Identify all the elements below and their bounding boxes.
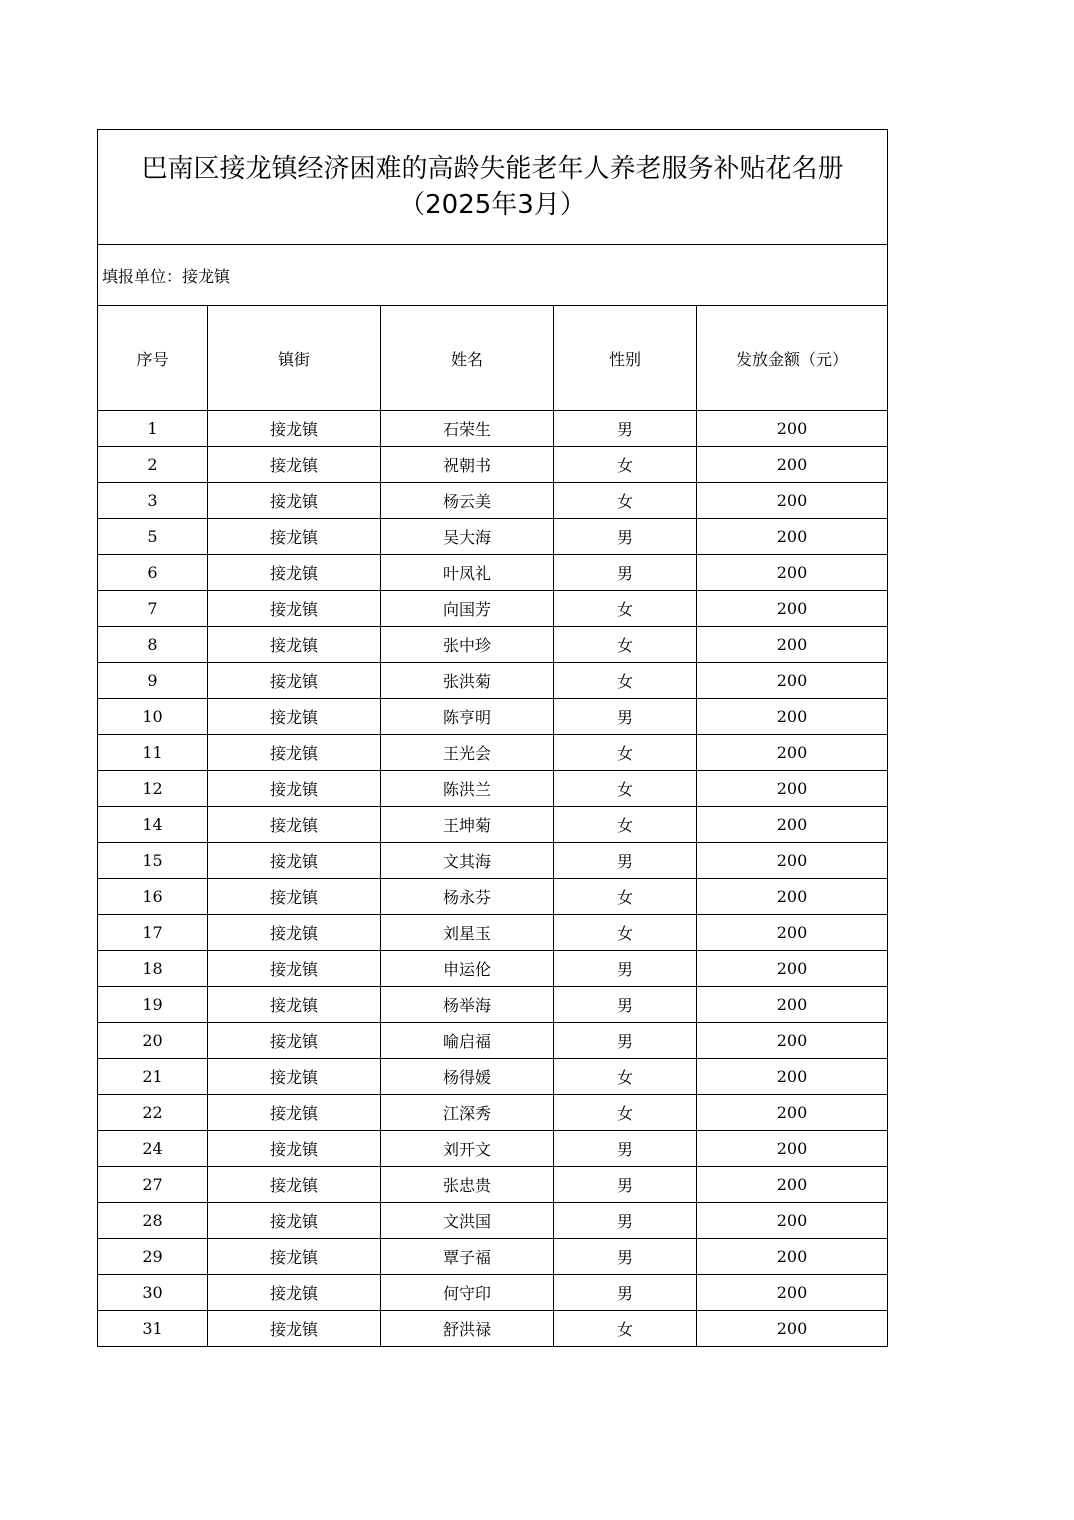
cell-amount: 200 (697, 483, 888, 519)
cell-serial-number: 28 (98, 1203, 208, 1239)
cell-town-street: 接龙镇 (208, 915, 381, 951)
fill-unit-row (98, 245, 888, 306)
table-row (98, 771, 888, 807)
cell-amount: 200 (697, 735, 888, 771)
document-title: 巴南区接龙镇经济困难的高龄失能老年人养老服务补贴花名册（2025年3月） (98, 130, 888, 245)
cell-name: 张中珍 (381, 627, 554, 663)
cell-gender: 女 (554, 483, 697, 519)
cell-serial-number: 31 (98, 1311, 208, 1347)
cell-name: 舒洪禄 (381, 1311, 554, 1347)
cell-serial-number: 10 (98, 699, 208, 735)
table-row (98, 843, 888, 879)
cell-name: 陈亨明 (381, 699, 554, 735)
cell-serial-number: 22 (98, 1095, 208, 1131)
cell-serial-number: 14 (98, 807, 208, 843)
cell-town-street: 接龙镇 (208, 843, 381, 879)
cell-amount: 200 (697, 1059, 888, 1095)
cell-town-street: 接龙镇 (208, 1311, 381, 1347)
cell-serial-number: 3 (98, 483, 208, 519)
table-row (98, 1131, 888, 1167)
cell-name: 何守印 (381, 1275, 554, 1311)
header-amount: 发放金额（元） (697, 306, 888, 411)
cell-amount: 200 (697, 807, 888, 843)
table-row (98, 735, 888, 771)
header-row (98, 306, 888, 411)
cell-serial-number: 15 (98, 843, 208, 879)
table-row (98, 951, 888, 987)
cell-gender: 女 (554, 915, 697, 951)
cell-name: 杨举海 (381, 987, 554, 1023)
cell-name: 王光会 (381, 735, 554, 771)
cell-town-street: 接龙镇 (208, 879, 381, 915)
cell-name: 王坤菊 (381, 807, 554, 843)
cell-amount: 200 (697, 915, 888, 951)
cell-gender: 男 (554, 519, 697, 555)
cell-gender: 女 (554, 1095, 697, 1131)
cell-gender: 女 (554, 879, 697, 915)
cell-name: 杨永芬 (381, 879, 554, 915)
cell-amount: 200 (697, 1239, 888, 1275)
cell-town-street: 接龙镇 (208, 447, 381, 483)
cell-gender: 男 (554, 1023, 697, 1059)
table-row (98, 555, 888, 591)
table-row (98, 663, 888, 699)
cell-serial-number: 17 (98, 915, 208, 951)
cell-name: 张忠贵 (381, 1167, 554, 1203)
cell-gender: 女 (554, 735, 697, 771)
cell-gender: 男 (554, 1275, 697, 1311)
table-row (98, 699, 888, 735)
cell-town-street: 接龙镇 (208, 735, 381, 771)
cell-amount: 200 (697, 663, 888, 699)
cell-serial-number: 18 (98, 951, 208, 987)
cell-town-street: 接龙镇 (208, 987, 381, 1023)
cell-serial-number: 2 (98, 447, 208, 483)
cell-serial-number: 11 (98, 735, 208, 771)
table-row (98, 1023, 888, 1059)
cell-gender: 女 (554, 807, 697, 843)
cell-town-street: 接龙镇 (208, 591, 381, 627)
cell-serial-number: 5 (98, 519, 208, 555)
cell-gender: 男 (554, 843, 697, 879)
table-row (98, 591, 888, 627)
cell-name: 石荣生 (381, 411, 554, 447)
cell-town-street: 接龙镇 (208, 555, 381, 591)
cell-amount: 200 (697, 1167, 888, 1203)
cell-name: 申运伦 (381, 951, 554, 987)
subsidy-roster-table (97, 129, 888, 1347)
cell-town-street: 接龙镇 (208, 519, 381, 555)
cell-amount: 200 (697, 879, 888, 915)
table-row (98, 1311, 888, 1347)
cell-name: 文其海 (381, 843, 554, 879)
cell-serial-number: 20 (98, 1023, 208, 1059)
cell-name: 文洪国 (381, 1203, 554, 1239)
cell-town-street: 接龙镇 (208, 1131, 381, 1167)
cell-serial-number: 9 (98, 663, 208, 699)
cell-amount: 200 (697, 447, 888, 483)
header-name: 姓名 (381, 306, 554, 411)
cell-name: 叶凤礼 (381, 555, 554, 591)
cell-amount: 200 (697, 843, 888, 879)
cell-amount: 200 (697, 1311, 888, 1347)
cell-gender: 男 (554, 1239, 697, 1275)
cell-town-street: 接龙镇 (208, 771, 381, 807)
cell-amount: 200 (697, 771, 888, 807)
cell-name: 刘开文 (381, 1131, 554, 1167)
cell-serial-number: 8 (98, 627, 208, 663)
cell-gender: 男 (554, 411, 697, 447)
fill-unit-label: 填报单位：接龙镇 (98, 245, 888, 306)
cell-amount: 200 (697, 1023, 888, 1059)
cell-amount: 200 (697, 1275, 888, 1311)
cell-name: 吴大海 (381, 519, 554, 555)
table-row (98, 1059, 888, 1095)
cell-serial-number: 12 (98, 771, 208, 807)
cell-amount: 200 (697, 951, 888, 987)
cell-serial-number: 27 (98, 1167, 208, 1203)
cell-gender: 男 (554, 1167, 697, 1203)
header-town-street: 镇街 (208, 306, 381, 411)
cell-serial-number: 24 (98, 1131, 208, 1167)
cell-name: 向国芳 (381, 591, 554, 627)
header-gender: 性别 (554, 306, 697, 411)
cell-gender: 女 (554, 591, 697, 627)
cell-town-street: 接龙镇 (208, 1059, 381, 1095)
cell-town-street: 接龙镇 (208, 1239, 381, 1275)
cell-town-street: 接龙镇 (208, 1095, 381, 1131)
cell-town-street: 接龙镇 (208, 663, 381, 699)
cell-town-street: 接龙镇 (208, 1203, 381, 1239)
table-body (98, 130, 888, 1347)
cell-town-street: 接龙镇 (208, 1167, 381, 1203)
table-row (98, 1095, 888, 1131)
cell-town-street: 接龙镇 (208, 699, 381, 735)
cell-amount: 200 (697, 627, 888, 663)
cell-name: 陈洪兰 (381, 771, 554, 807)
cell-serial-number: 6 (98, 555, 208, 591)
cell-gender: 男 (554, 1131, 697, 1167)
cell-serial-number: 16 (98, 879, 208, 915)
table-row (98, 483, 888, 519)
cell-name: 覃子福 (381, 1239, 554, 1275)
cell-serial-number: 29 (98, 1239, 208, 1275)
table-row (98, 807, 888, 843)
cell-town-street: 接龙镇 (208, 411, 381, 447)
cell-town-street: 接龙镇 (208, 951, 381, 987)
table-row (98, 987, 888, 1023)
cell-gender: 女 (554, 663, 697, 699)
cell-serial-number: 19 (98, 987, 208, 1023)
cell-gender: 男 (554, 555, 697, 591)
table-row (98, 915, 888, 951)
cell-serial-number: 21 (98, 1059, 208, 1095)
cell-gender: 男 (554, 951, 697, 987)
table-row (98, 519, 888, 555)
cell-amount: 200 (697, 411, 888, 447)
cell-amount: 200 (697, 519, 888, 555)
table-row (98, 1203, 888, 1239)
cell-town-street: 接龙镇 (208, 807, 381, 843)
cell-gender: 女 (554, 627, 697, 663)
cell-gender: 男 (554, 987, 697, 1023)
cell-amount: 200 (697, 987, 888, 1023)
cell-amount: 200 (697, 555, 888, 591)
table-row (98, 1167, 888, 1203)
table-row (98, 627, 888, 663)
cell-serial-number: 7 (98, 591, 208, 627)
cell-gender: 女 (554, 771, 697, 807)
table-row (98, 879, 888, 915)
cell-gender: 女 (554, 447, 697, 483)
cell-town-street: 接龙镇 (208, 627, 381, 663)
cell-name: 江深秀 (381, 1095, 554, 1131)
cell-town-street: 接龙镇 (208, 1023, 381, 1059)
cell-gender: 男 (554, 699, 697, 735)
cell-gender: 女 (554, 1311, 697, 1347)
cell-serial-number: 30 (98, 1275, 208, 1311)
cell-town-street: 接龙镇 (208, 483, 381, 519)
cell-amount: 200 (697, 699, 888, 735)
table-row (98, 1239, 888, 1275)
cell-name: 喻启福 (381, 1023, 554, 1059)
cell-name: 杨得媛 (381, 1059, 554, 1095)
table-row (98, 411, 888, 447)
cell-name: 张洪菊 (381, 663, 554, 699)
cell-town-street: 接龙镇 (208, 1275, 381, 1311)
cell-serial-number: 1 (98, 411, 208, 447)
cell-gender: 男 (554, 1203, 697, 1239)
cell-amount: 200 (697, 1095, 888, 1131)
table-row (98, 1275, 888, 1311)
title-row (98, 130, 888, 245)
header-serial-number: 序号 (98, 306, 208, 411)
cell-amount: 200 (697, 1131, 888, 1167)
table-row (98, 447, 888, 483)
cell-amount: 200 (697, 1203, 888, 1239)
cell-gender: 女 (554, 1059, 697, 1095)
cell-name: 祝朝书 (381, 447, 554, 483)
cell-amount: 200 (697, 591, 888, 627)
cell-name: 刘星玉 (381, 915, 554, 951)
cell-name: 杨云美 (381, 483, 554, 519)
